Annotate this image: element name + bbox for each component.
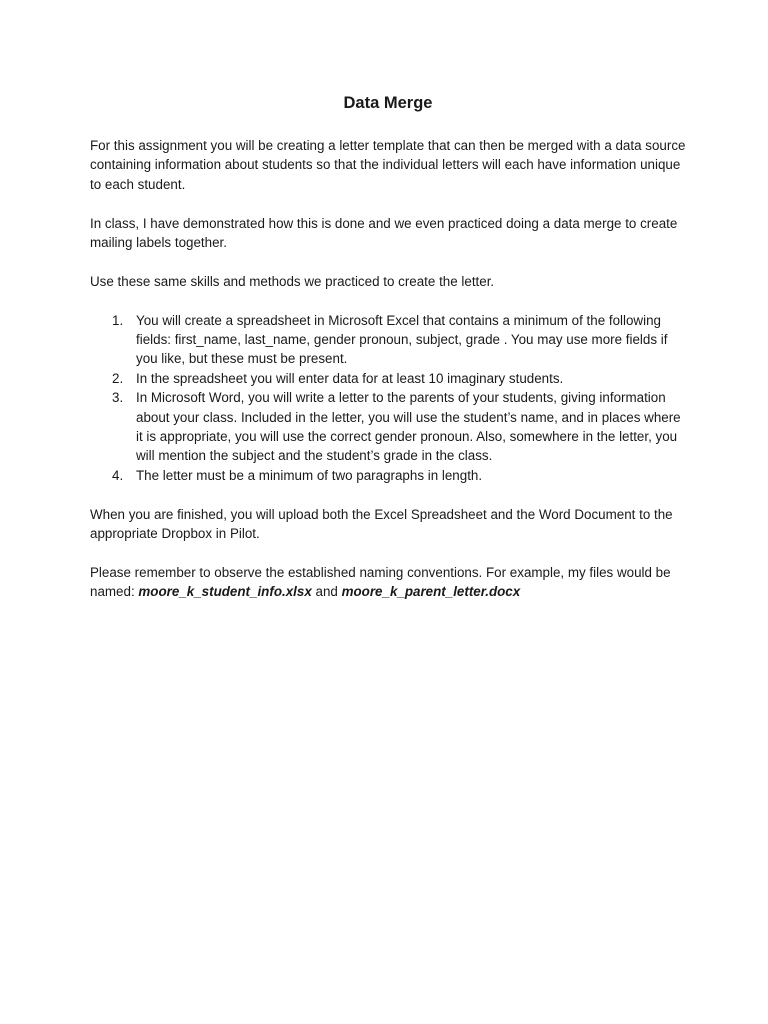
document-title: Data Merge [343, 94, 433, 112]
step-item [90, 311, 686, 369]
document-body [90, 92, 686, 621]
letter-filename: moore_k_parent_letter.docx [341, 584, 521, 600]
steps-list [90, 311, 686, 486]
step-text: The letter must be a minimum of two paragraphs in length. [136, 467, 483, 483]
step-number: 1. [112, 312, 124, 328]
naming-joiner: and [311, 584, 342, 600]
class-demo-paragraph: In class, I have demonstrated how this is done and we even practiced doing a data merge to create mailing labels together. [90, 215, 678, 251]
instructions-paragraph: Use these same skills and methods we practiced to create the letter. [90, 273, 495, 289]
spreadsheet-filename: moore_k_student_info.xlsx [138, 584, 312, 600]
step-item [90, 388, 686, 466]
step-text: In the spreadsheet you will enter data for at least 10 imaginary students. [136, 370, 564, 386]
intro-paragraph: For this assignment you will be creating a letter template that can then be merged with a data source containing information about students so that the individual letters will each have information unique to each student. [90, 138, 686, 192]
naming-text: Please remember to observe the established naming conventions. For example, my files would be named: [90, 564, 671, 600]
step-text: In Microsoft Word, you will write a letter to the parents of your students, giving information about your class. Included in the letter, you will use the student’s name, and in places where it is appropriate, you will use the correct gender pronoun. Also, somewhere in the letter, you will mention the subject and the student’s grade in the class. [136, 390, 681, 464]
step-item [90, 466, 686, 485]
step-text: You will create a spreadsheet in Microsoft Excel that contains a minimum of the following fields: first_name, last_name, gender pronoun, subject, grade . You may use more fields if you like, but these must be present. [136, 312, 668, 367]
naming-paragraph [90, 563, 686, 602]
step-number: 3. [112, 390, 124, 406]
step-number: 2. [112, 370, 124, 386]
step-number: 4. [112, 467, 124, 483]
step-item [90, 369, 686, 388]
upload-paragraph: When you are finished, you will upload both the Excel Spreadsheet and the Word Document to the appropriate Dropbox in Pilot. [90, 506, 673, 542]
